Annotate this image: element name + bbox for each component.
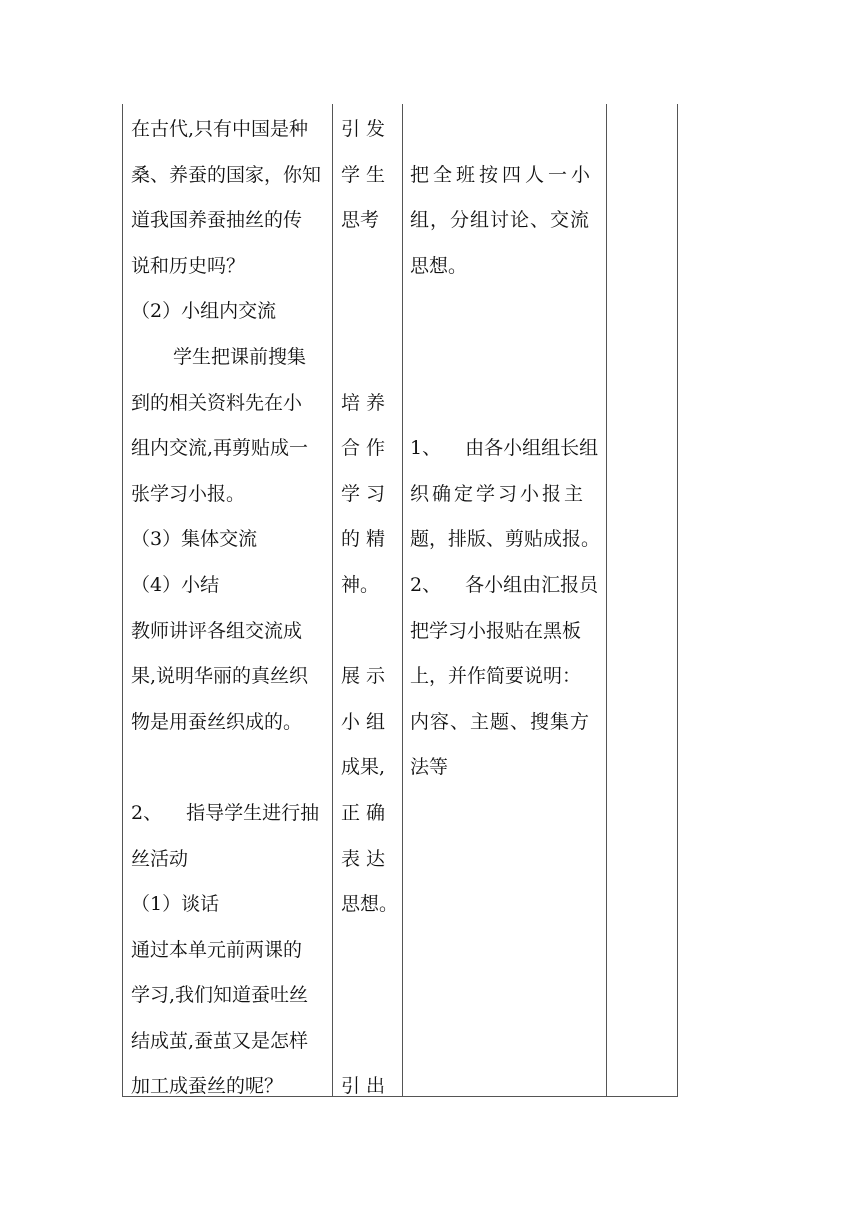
content-line (131, 745, 331, 791)
content-line: 加工成蚕丝的呢？ (131, 1075, 284, 1098)
column-divider-1 (332, 104, 333, 1097)
content-line: 桑、养蚕的国家，你知 (131, 163, 322, 186)
activity-line (410, 563, 600, 609)
activity-line (410, 381, 600, 427)
content-line: 张学习小报。 (131, 482, 246, 505)
activity-line: 法等 (410, 756, 449, 779)
content-column (131, 107, 331, 1110)
list-text: 各小组由汇报员 (465, 573, 599, 596)
purpose-line (341, 928, 398, 974)
purpose-line: 培 养 (341, 391, 386, 414)
activity-line (410, 426, 600, 472)
activity-line: 思想。 (410, 254, 468, 277)
list-number: 2、 (410, 573, 442, 596)
list-text: 由各小组组长组 (465, 437, 599, 460)
purpose-line: 合 作 (341, 437, 386, 460)
content-line: （3）集体交流 (131, 528, 258, 551)
content-line: 教师讲评各组交流成 (131, 619, 303, 642)
purpose-line: 思想。 (341, 893, 399, 916)
content-line: 说和历史吗？ (131, 254, 246, 277)
purpose-line: 引 发 (341, 118, 386, 140)
purpose-line (341, 244, 398, 290)
purpose-line (341, 335, 398, 381)
content-line: （2）小组内交流 (131, 300, 277, 323)
purpose-line: 小 组 (341, 710, 386, 733)
activity-line: 题，排版、剪贴成报。 (410, 528, 601, 551)
activity-column (410, 107, 600, 791)
content-line: 丝活动 (131, 847, 189, 870)
content-line: （1）谈话 (131, 893, 220, 916)
activity-line (410, 107, 600, 153)
purpose-line: 表 达 (341, 847, 386, 870)
list-number: 2、 (131, 801, 163, 824)
purpose-line: 神。 (341, 573, 380, 596)
content-line: 果,说明华丽的真丝织 (131, 665, 309, 688)
purpose-line: 学 习 (341, 482, 386, 505)
table-border-right (677, 104, 678, 1097)
purpose-line: 引 出 (341, 1075, 386, 1098)
activity-line (410, 335, 600, 381)
list-text: 指导学生进行抽 (186, 801, 320, 824)
activity-line: 内容、主题、搜集方 (410, 710, 591, 733)
activity-line: 上，并作简要说明： (410, 665, 582, 688)
purpose-line (341, 1019, 398, 1065)
activity-line: 组，分组讨论、交流 (410, 209, 591, 232)
purpose-line (341, 289, 398, 335)
purpose-line (341, 973, 398, 1019)
column-divider-3 (606, 104, 607, 1097)
content-line: （4）小结 (131, 573, 220, 596)
content-line (131, 791, 331, 837)
list-number: 1、 (410, 437, 442, 460)
content-line: 学习,我们知道蚕吐丝 (131, 984, 309, 1007)
content-line: 到的相关资料先在小 (131, 391, 303, 414)
purpose-line: 的 精 (341, 528, 386, 551)
purpose-line: 成果, (341, 756, 386, 779)
content-line: 在古代,只有中国是种 (131, 118, 309, 140)
purpose-line: 展 示 (341, 665, 386, 688)
content-line: 道我国养蚕抽丝的传 (131, 209, 303, 232)
purpose-line (341, 609, 398, 655)
purpose-line: 思考 (341, 209, 380, 232)
content-line: 结成茧,蚕茧又是怎样 (131, 1029, 309, 1052)
column-divider-2 (402, 104, 403, 1097)
content-line: 组内交流,再剪贴成一 (131, 437, 309, 460)
content-line: 学生把课前搜集 (173, 345, 307, 368)
activity-line: 把学习小报贴在黑板 (410, 619, 582, 642)
activity-line (410, 289, 600, 335)
content-line: 通过本单元前两课的 (131, 938, 303, 961)
table-border-left (122, 104, 123, 1097)
activity-line: 把全班按四人一小 (410, 163, 595, 186)
purpose-column (341, 107, 398, 1110)
activity-line: 织确定学习小报主 (410, 482, 587, 505)
content-line: 物是用蚕丝织成的。 (131, 710, 303, 733)
purpose-line: 学 生 (341, 163, 386, 186)
purpose-line: 正 确 (341, 801, 386, 824)
